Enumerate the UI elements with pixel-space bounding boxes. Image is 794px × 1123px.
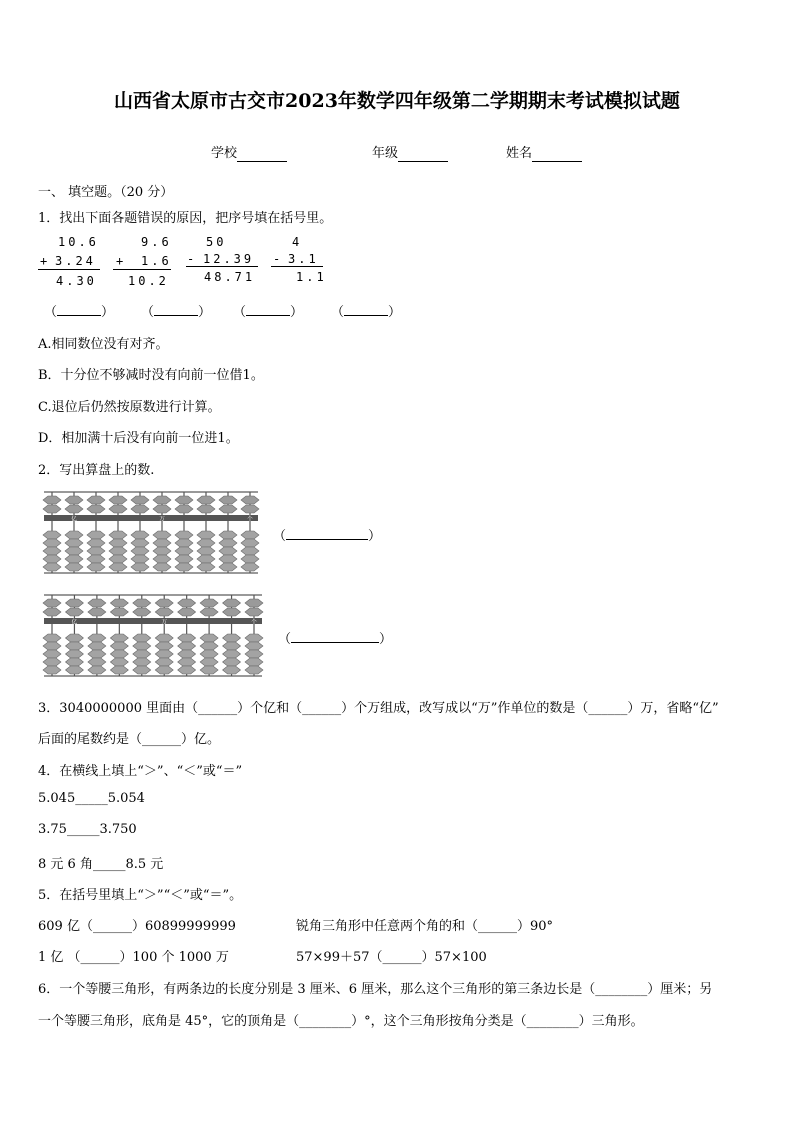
abacus-bead	[43, 555, 61, 563]
abacus-bead	[197, 547, 215, 555]
abacus-bead	[200, 608, 218, 616]
abacus-bead	[65, 599, 83, 607]
abacus-bead	[153, 539, 171, 547]
abacus-bead	[178, 599, 196, 607]
calc3-result: 48.71	[204, 270, 256, 284]
q6-line-2: 一个等腰三角形，底角是 45°，它的顶角是（________）°，这个三角形按角分类是（________）三角形。	[38, 1014, 644, 1029]
abacus-bead	[223, 599, 241, 607]
abacus-bead	[153, 563, 171, 571]
abacus-bead	[223, 666, 241, 674]
calc3-top: 50	[206, 235, 227, 249]
abacus-bead	[43, 658, 61, 666]
calc3-rule	[186, 266, 258, 267]
calc2-op: +	[116, 254, 127, 268]
abacus-bead	[110, 599, 128, 607]
abacus-bead	[88, 650, 106, 658]
calc4-second: 3.1	[288, 252, 319, 266]
abacus-bead	[245, 634, 263, 642]
q1-answer-2[interactable]: （ ）	[141, 301, 211, 320]
abacus-bead	[178, 658, 196, 666]
calc4-op: -	[273, 252, 284, 266]
q5-row2-right: 57×99＋57（______）57×100	[296, 950, 487, 965]
calc1-result: 4.30	[56, 274, 97, 288]
abacus-bead	[197, 505, 215, 513]
abacus-bead	[43, 634, 61, 642]
abacus-bead	[43, 505, 61, 513]
q1-answer-3[interactable]: （ ）	[233, 301, 303, 320]
q5-row2-left: 1 亿 （______）100 个 1000 万	[38, 950, 229, 965]
abacus-bead	[133, 666, 151, 674]
q1-stem: 1．找出下面各题错误的原因，把序号填在括号里。	[38, 211, 333, 226]
abacus-bead	[88, 642, 106, 650]
grade-blank[interactable]	[398, 146, 448, 162]
abacus-bead	[65, 634, 83, 642]
abacus-bead	[88, 666, 106, 674]
abacus-bead	[65, 547, 83, 555]
abacus-bead	[87, 505, 105, 513]
q1-option-c: C.退位后仍然按原数进行计算。	[38, 400, 221, 415]
q4-item-3: 8 元 6 角_____8.5 元	[38, 857, 164, 872]
calc1-top: 10.6	[58, 235, 99, 249]
abacus-unit-label: 亿	[71, 516, 77, 523]
abacus-bead	[65, 531, 83, 539]
abacus-bead	[88, 658, 106, 666]
calc2-rule	[113, 269, 171, 270]
abacus-bead	[110, 608, 128, 616]
abacus-bead	[131, 496, 149, 504]
abacus-bead	[175, 563, 193, 571]
abacus-bead	[155, 634, 173, 642]
calc1-rule	[38, 269, 100, 270]
calc4-top: 4	[292, 235, 303, 249]
abacus-bead	[65, 539, 83, 547]
abacus-bead	[175, 539, 193, 547]
abacus-bead	[43, 666, 61, 674]
abacus-bead	[88, 634, 106, 642]
q4-stem: 4．在横线上填上“＞”、“＜”或“＝”	[38, 764, 243, 779]
q1-answer-4[interactable]: （ ）	[331, 301, 401, 320]
abacus-unit-label: 万	[159, 516, 165, 523]
abacus-bead	[43, 539, 61, 547]
abacus-bead	[131, 531, 149, 539]
abacus-bead	[110, 666, 128, 674]
abacus-bead	[178, 642, 196, 650]
q1-option-d: D．相加满十后没有向前一位进1。	[38, 431, 239, 446]
abacus-bead	[219, 539, 237, 547]
abacus-unit-label: 万	[161, 619, 167, 626]
abacus-bead	[219, 505, 237, 513]
abacus-bead	[43, 650, 61, 658]
abacus-bead	[133, 608, 151, 616]
abacus-bead	[109, 555, 127, 563]
abacus-bead	[155, 666, 173, 674]
q2-stem: 2．写出算盘上的数.	[38, 463, 155, 478]
abacus-bead	[175, 496, 193, 504]
abacus-bead	[241, 555, 259, 563]
abacus-bead	[155, 608, 173, 616]
abacus-bead	[110, 658, 128, 666]
abacus-bead	[131, 505, 149, 513]
abacus-bead	[87, 496, 105, 504]
abacus-unit-label: 亿	[71, 619, 78, 626]
abacus-bead	[109, 547, 127, 555]
abacus-bead	[178, 608, 196, 616]
abacus-bead	[131, 547, 149, 555]
abacus-bead	[200, 642, 218, 650]
abacus-unit-label: 个	[247, 516, 253, 523]
abacus-bead	[197, 563, 215, 571]
abacus-bead	[65, 555, 83, 563]
q5-stem: 5．在括号里填上“＞”“＜”或“＝”。	[38, 888, 243, 903]
abacus-bead	[197, 555, 215, 563]
abacus-bead	[109, 505, 127, 513]
abacus-bead	[109, 531, 127, 539]
calc3-op: -	[187, 252, 198, 266]
abacus-bead	[65, 658, 83, 666]
abacus-bead	[153, 547, 171, 555]
abacus-bead	[133, 642, 151, 650]
abacus-bead	[109, 563, 127, 571]
abacus-bead	[245, 608, 263, 616]
q4-item-1: 5.045_____5.054	[38, 791, 145, 806]
abacus-bead	[219, 563, 237, 571]
calc2-result: 10.2	[128, 274, 169, 288]
q3-line-1: 3．3040000000 里面由（______）个亿和（______）个万组成，改写成以“万”作单位的数是（______）万，省略“亿”	[38, 701, 719, 716]
q5-row1-left: 609 亿（______）60899999999	[38, 919, 236, 934]
abacus-1	[42, 490, 260, 576]
abacus-bead	[133, 599, 151, 607]
abacus-bead	[153, 555, 171, 563]
abacus-bead	[65, 563, 83, 571]
abacus-bead	[43, 608, 61, 616]
name-label: 姓名	[506, 146, 533, 161]
abacus-bead	[133, 650, 151, 658]
abacus-bead	[155, 658, 173, 666]
abacus-bead	[131, 563, 149, 571]
abacus-bead	[223, 608, 241, 616]
abacus-bead	[133, 658, 151, 666]
q1-option-b: B．十分位不够减时没有向前一位借1。	[38, 368, 264, 383]
abacus-unit-label: 个	[251, 619, 257, 626]
abacus-bead	[200, 634, 218, 642]
abacus-bead	[133, 634, 151, 642]
abacus-bead	[245, 642, 263, 650]
calc1-op: +	[40, 254, 51, 268]
abacus-bead	[175, 555, 193, 563]
abacus-bead	[153, 505, 171, 513]
abacus-bead	[65, 505, 83, 513]
abacus-bead	[65, 608, 83, 616]
abacus-bead	[155, 599, 173, 607]
abacus-2	[42, 593, 264, 679]
calc1-second: 3.24	[55, 254, 96, 268]
abacus-bead	[241, 531, 259, 539]
abacus-bead	[43, 531, 61, 539]
abacus-bead	[200, 599, 218, 607]
abacus-bead	[109, 496, 127, 504]
abacus-bead	[175, 505, 193, 513]
name-blank[interactable]	[532, 146, 582, 162]
q5-row1-right: 锐角三角形中任意两个角的和（______）90°	[296, 919, 554, 934]
abacus-bead	[175, 531, 193, 539]
calc2-second: 1.6	[141, 254, 172, 268]
abacus-bead	[43, 642, 61, 650]
abacus-bead	[245, 658, 263, 666]
abacus-bead	[197, 531, 215, 539]
school-label: 学校	[211, 146, 238, 161]
calc2-top: 9.6	[141, 235, 172, 249]
abacus-bead	[241, 496, 259, 504]
abacus-bead	[110, 642, 128, 650]
section-heading: 一、 填空题。（20 分）	[38, 185, 174, 200]
abacus-bead	[110, 650, 128, 658]
abacus-bead	[241, 563, 259, 571]
abacus-bead	[245, 650, 263, 658]
abacus-bead	[87, 531, 105, 539]
abacus-bead	[87, 547, 105, 555]
abacus-bead	[65, 666, 83, 674]
abacus-bead	[88, 608, 106, 616]
abacus-bead	[223, 634, 241, 642]
abacus-bead	[245, 599, 263, 607]
grade-label: 年级	[372, 146, 399, 161]
abacus-bead	[197, 539, 215, 547]
school-blank[interactable]	[237, 146, 287, 162]
abacus-bead	[178, 666, 196, 674]
abacus-bead	[153, 531, 171, 539]
abacus-bead	[223, 642, 241, 650]
abacus-bead	[219, 496, 237, 504]
school-field[interactable]	[211, 142, 287, 162]
q6-line-1: 6．一个等腰三角形，有两条边的长度分别是 3 厘米、6 厘米，那么这个三角形的第三条边长是（________）厘米；另	[38, 982, 713, 997]
abacus-bead	[155, 650, 173, 658]
abacus-bead	[219, 555, 237, 563]
abacus-bead	[155, 642, 173, 650]
abacus-bead	[87, 555, 105, 563]
page-title: 山西省太原市古交市2023年数学四年级第二学期期末考试模拟试题	[114, 90, 680, 112]
abacus-bead	[109, 539, 127, 547]
name-field[interactable]	[506, 142, 582, 162]
abacus-bead	[43, 547, 61, 555]
abacus-bead	[65, 642, 83, 650]
abacus-bead	[87, 539, 105, 547]
abacus-bead	[200, 650, 218, 658]
abacus-bead	[43, 496, 61, 504]
abacus-bead	[241, 539, 259, 547]
abacus-bead	[197, 496, 215, 504]
q1-option-a: A.相同数位没有对齐。	[38, 337, 169, 352]
abacus-bead	[241, 547, 259, 555]
abacus-bead	[200, 666, 218, 674]
calc4-result: 1.1	[296, 270, 327, 284]
abacus-bead	[175, 547, 193, 555]
calc3-second: 12.39	[203, 252, 255, 266]
grade-field[interactable]	[372, 142, 448, 162]
abacus-bead	[65, 650, 83, 658]
abacus-bead	[200, 658, 218, 666]
abacus-bead	[65, 496, 83, 504]
abacus-bead	[43, 563, 61, 571]
abacus-bead	[223, 650, 241, 658]
abacus-bead	[87, 563, 105, 571]
calc4-rule	[271, 266, 323, 267]
q1-answer-1[interactable]: （ ）	[44, 301, 114, 320]
abacus-bead	[245, 666, 263, 674]
q4-item-2: 3.75_____3.750	[38, 822, 137, 837]
q3-line-2: 后面的尾数约是（______）亿。	[38, 732, 221, 747]
abacus-bead	[178, 634, 196, 642]
abacus-bead	[178, 650, 196, 658]
abacus-bead	[131, 555, 149, 563]
abacus-bead	[43, 599, 61, 607]
abacus-bead	[219, 531, 237, 539]
abacus-bead	[223, 658, 241, 666]
abacus-bead	[241, 505, 259, 513]
abacus-bead	[131, 539, 149, 547]
abacus-bead	[110, 634, 128, 642]
abacus-bead	[88, 599, 106, 607]
abacus-bead	[153, 496, 171, 504]
abacus-bead	[219, 547, 237, 555]
q2-answer-2[interactable]: （ ）	[278, 628, 392, 647]
q2-answer-1[interactable]: （ ）	[273, 525, 381, 544]
